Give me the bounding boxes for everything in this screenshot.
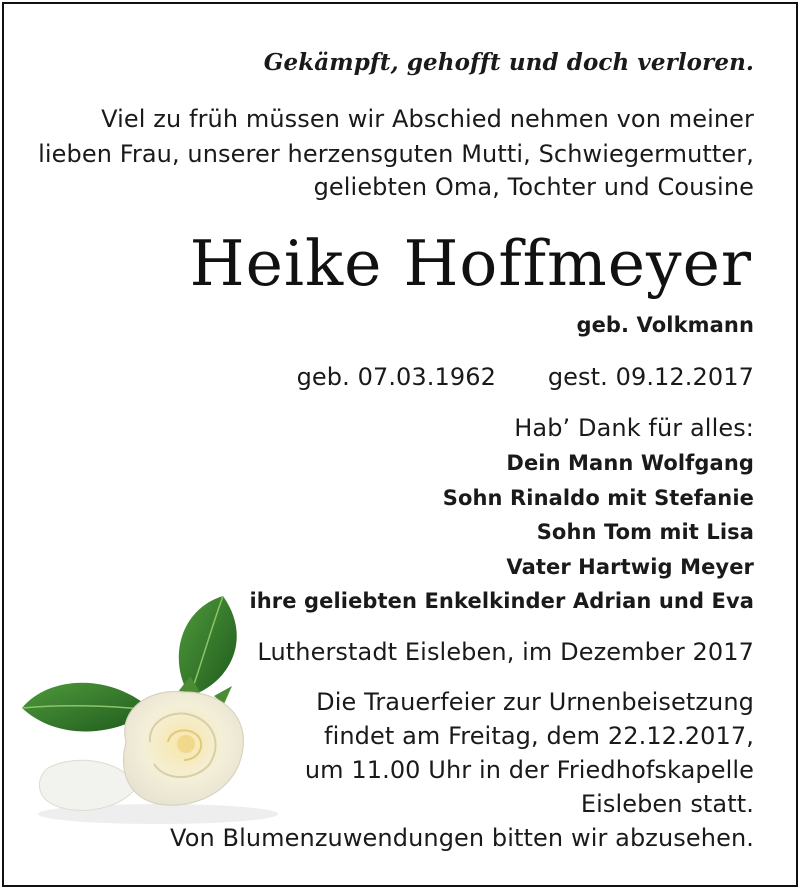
funeral-line: findet am Freitag, dem 22.12.2017, — [324, 722, 754, 750]
white-rose-icon — [18, 592, 308, 832]
funeral-line: Von Blumenzuwendungen bitten wir abzusehen. — [170, 824, 754, 852]
intro-line: lieben Frau, unserer herzensguten Mutti, Schwiegermutter, — [38, 140, 754, 168]
motto: Gekämpft, gehofft und doch verloren. — [263, 49, 754, 76]
mourner: Sohn Tom mit Lisa — [536, 520, 754, 544]
funeral-line: Die Trauerfeier zur Urnenbeisetzung — [316, 688, 754, 716]
thanks-line: Hab’ Dank für alles: — [514, 414, 754, 442]
intro-line: Viel zu früh müssen wir Abschied nehmen von meiner — [101, 105, 754, 133]
intro-line: geliebten Oma, Tochter und Cousine — [313, 173, 754, 201]
mourner: Dein Mann Wolfgang — [506, 451, 754, 475]
place-date: Lutherstadt Eisleben, im Dezember 2017 — [257, 638, 754, 666]
obituary-notice — [2, 2, 798, 887]
deceased-name: Heike Hoffmeyer — [189, 227, 752, 300]
death-date: gest. 09.12.2017 — [547, 363, 754, 391]
mourner: Sohn Rinaldo mit Stefanie — [442, 486, 754, 510]
funeral-line: um 11.00 Uhr in der Friedhofskapelle — [304, 756, 754, 784]
mourner: Vater Hartwig Meyer — [506, 555, 754, 579]
maiden-name: geb. Volkmann — [576, 313, 754, 337]
funeral-line: Eisleben statt. — [580, 790, 754, 818]
birth-date: geb. 07.03.1962 — [296, 363, 496, 391]
mourner: ihre geliebten Enkelkinder Adrian und Eva — [249, 589, 754, 613]
